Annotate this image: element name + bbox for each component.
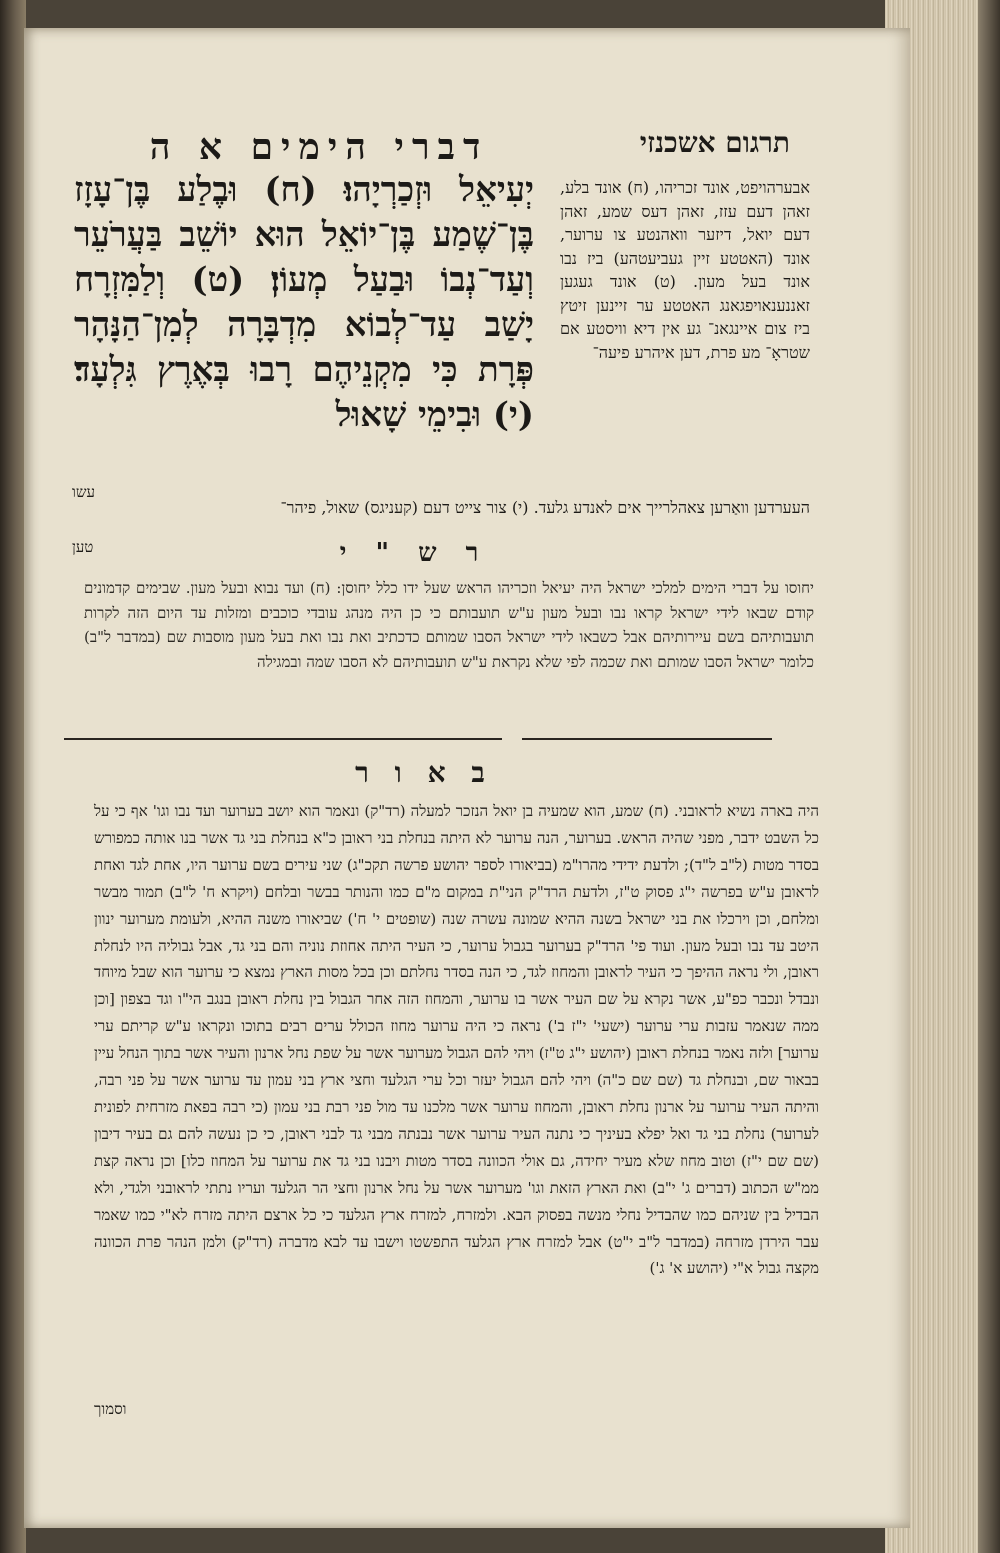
section-divider-right [522, 738, 772, 740]
catchword: וסמוך [94, 1400, 127, 1418]
margin-catchword-2: טען [72, 538, 94, 556]
biur-section-title: ב א ו ר [355, 756, 493, 789]
targum-translation-column: אבערהויפט, אונד זכריהו, (ח) אונד בלע, זאהן דעם עזז, זאהן דעס שמע, זאהן דעם יואל, דיזער וואהנטע צו ערוער, אונד (האטטע זיין געביעטהע) ביז נבו אונד בעל מעון. (ט) אונד געגען זאננענאויפגאנג האטטע ער זיינען זיטץ ביז צום איינגאנ־ גע אין דיא וויסטע אם שטראָ־ מע פרת, דען איהרע פיעה־ [560, 178, 810, 362]
targum-translation-continuation: העערדען וואַרען צאהלרייך אים לאנדע גלעד. (י) צור צייט דעם (קעניגס) שאול, פיהר־ [280, 498, 810, 517]
margin-catchword-1: עשו [72, 483, 95, 501]
scripture-verse-text: יְעִיאֵל וּזְכַרְיָהוּ׃ (ח) וּבֶלַע בֶּן־עָזָז בֶּן־שֶׁמַע בֶּן־יוֹאֵל הוּא יוֹשֵׁב בַּעֲרֹעֵר וְעַד־נְבוֹ וּבַעַל מְעוֹן׃ (ט) וְלַמִּזְרָח יָשַׁב עַד־לְבוֹא מִדְבָּרָה לְמִן־הַנָּהָר פְּרָת כִּי מִקְנֵיהֶם רָבוּ בְּאֶרֶץ גִּלְעָד׃ (י) וּבִימֵי שָׁאוּל [74, 170, 534, 435]
book-left-edge [0, 0, 26, 1553]
rashi-section-title: ר ש " י [339, 538, 489, 568]
running-header-title: דברי הימים א ה [149, 126, 489, 168]
rashi-commentary-text: יחוסו על דברי הימים למלכי ישראל היה יעיאל וזכריהו הראש שעל ידו כלל יחוסן: (ח) ועד נבוא ובעל מעון. שבימים קדמונים קודם שבאו לידי ישראל קראו נבו ובעל מעון ע"ש תועבותם כי כן היה מנהג עובדי כוכבים ומזלות עד היום הזה לקרות תועבותיהם בשם עיירותיהם אבל כשבאו לידי ישראל הסבו שמותם כדכתיב ואת נבו ואת בעל מעון מוסבות שם (במדבר ל"ב) כלומר ישראל הסבו שמותם ואת שכמה לפי שלא נקראת ע"ש תועבותיהם לא הסבו שמה ובמגילה [84, 579, 814, 671]
biur-commentary-text: היה בארה נשיא לראובני. (ח) שמע, הוא שמעיה בן יואל הנזכר למעלה (רד"ק) ונאמר הוא יושב בערוער ועד נבו וגו' אף כי על כל השבט ידבר, מפני שהיה הראש. בערוער, הנה ערוער לא היתה בנחלת בני ראובן כ"א בנחלת בני גד אשר בנו אותה כמפורש בסדר מטות (ל"ב ל"ד); ולדעת ידידי מהרו"מ (בביאורו לספר יהושע פרשה תקכ"ג) שני עירים בשם ערוער היו, אחת לגד ואחת לראובן ע"ש בפרשה י"ג פסוק ט"ז, ולדעת הרד"ק הני"ת במקום מ"ם כמו והנותר בבשר ובלחם (ויקרא ח' ל"ב) תמור מבשר ומלחם, וכן וירכלו את בני ישראל בשנה ההיא שמונה עשרה שנה (שופטים י' ח') שביאורו משנה ההיא, ולעומת מערוער ינוון היטב עד נבו ובעל מעון. ועוד פי' הרד"ק בערוער בגבול ערוער, כי העיר היתה אחוזת נוניה והם בני גד, אבל גבוליה היו לנחלת ראובן, ולי נראה ההיפך כי העיר לראובן והמחוז לגד, כי הנה בסדר נחלתם וכן בכל מסות הארץ נמצא כי ערוער הוא שבל מיוחד ונבדל ונכבר כפ"ע, אשר נקרא על שם העיר אשר בו ערוער, והמחוז הזה אחר הגבול בין נחלת ראובן בנגב הי"ו וגד בצפון [וכן ממה שנאמר עזבות ערי ערוער (ישעי' י"ז ב') נראה כי היה ערוער מחוז הכולל ערים רבים בתוכו ונקראו ע"ש קריתם ערי ערוער] ולזה נאמר בנחלת ראובן (יהושע י"ג ט"ז) ויהי להם הגבול מערוער אשר על שפת נחל ארנון והעיר אשר בתוך הנחל עיין בבאור שם, ובנחלת גד (שם שם כ"ה) ויהי להם הגבול יעזר וכל ערי הגלעד וחצי ארץ בני עמון עד ערוער אשר על פני רבה, והיתה העיר ערוער על ארנון נחלת ראובן, והמחוז ערוער אשר מלכנו עד מול פני רבת בני עמון (כי רבה בפאת מזרחית לפונית לערוער) נחלת בני גד ואל יפלא בעיניך כי נתנה העיר ערוער אשר נבנתה מבני גד לבני ראובן, כי כן נעשה להם גם בעיר דיבון (שם שם י"ז) וטוב מחוז שלא מעיר יחידה, גם אולי הכוונה בסדר מטות ויבנו בני גד את ערוער על המחוז כלו] וכן נראה קצת ממ"ש הכתוב (דברים ג' י"ב) ואת הארץ הזאת וגו' מערוער אשר על נחל ארנון וחצי הר הגלעד ועריו נתתי לראובני ולגדי, ולא הבדיל בין שניהם כמו שהבדיל נחלי מנשה בפסוק הבא. ולמזרח, למזרח ארץ הגלעד כי כל ארצם היתה מזרח לא"י כמו שאמר עבר הירדן מזרחה (במדבר ל"ב י"ט) אבל למזרח ארץ הגלעד התפשטו וישבו עד לבא מדברה (רד"ק) ולמן הנהר פרת הכוונה מקצה גבול א"י (יהושע א' ג') [94, 802, 819, 1278]
targum-column-header: תרגום אשכנזי [639, 126, 790, 159]
book-page [24, 28, 910, 1528]
section-divider-left [64, 738, 502, 740]
